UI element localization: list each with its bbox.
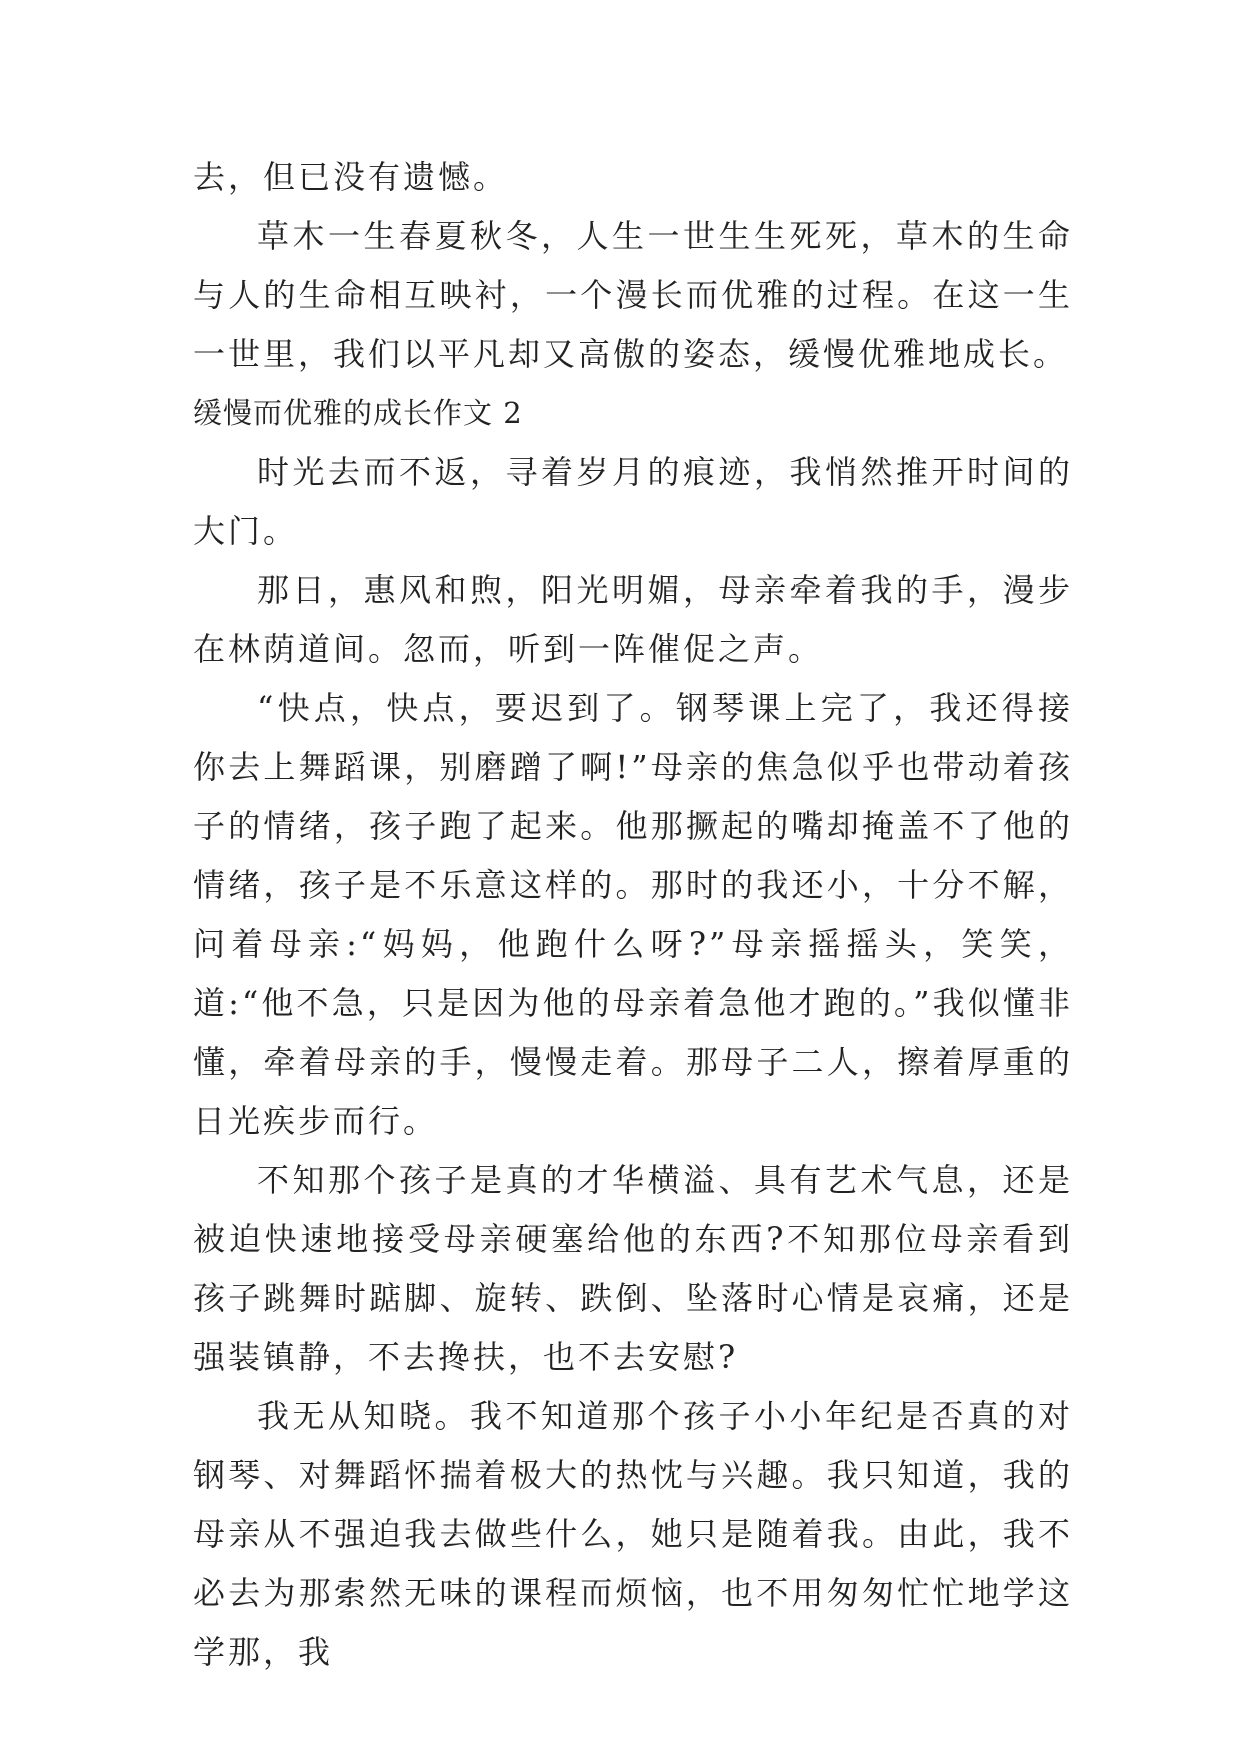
document-page	[193, 148, 1073, 1682]
paragraph: 草木一生春夏秋冬，人生一世生生死死，草木的生命与人的生命相互映衬，一个漫长而优雅的过程。在这一生一世里，我们以平凡却又高傲的姿态，缓慢优雅地成长。	[193, 217, 1073, 373]
paragraph: 那日，惠风和煦，阳光明媚，母亲牵着我的手，漫步在林荫道间。忽而，听到一阵催促之声。	[193, 571, 1073, 668]
paragraph-continuation: 去，但已没有遗憾。	[193, 158, 509, 196]
paragraph: 我无从知晓。我不知道那个孩子小小年纪是否真的对钢琴、对舞蹈怀揣着极大的热忱与兴趣。我只知道，我的母亲从不强迫我去做些什么，她只是随着我。由此，我不必去为那索然无味的课程而烦恼，也不用匆匆忙忙地学这学那，我	[193, 1397, 1073, 1671]
paragraph: “快点，快点，要迟到了。钢琴课上完了，我还得接你去上舞蹈课，别磨蹭了啊!”母亲的焦急似乎也带动着孩子的情绪，孩子跑了起来。他那撅起的嘴却掩盖不了他的情绪，孩子是不乐意这样的。那时的我还小，十分不解，问着母亲:“妈妈，他跑什么呀?”母亲摇摇头，笑笑，道:“他不急，只是因为他的母亲着急他才跑的。”我似懂非懂，牵着母亲的手，慢慢走着。那母子二人，擦着厚重的日光疾步而行。	[193, 689, 1073, 1140]
section-heading: 缓慢而优雅的成长作文 2	[193, 396, 523, 430]
paragraph: 时光去而不返，寻着岁月的痕迹，我悄然推开时间的大门。	[193, 453, 1073, 550]
paragraph: 不知那个孩子是真的才华横溢、具有艺术气息，还是被迫快速地接受母亲硬塞给他的东西?不知那位母亲看到孩子跳舞时踮脚、旋转、跌倒、坠落时心情是哀痛，还是强装镇静，不去搀扶，也不去安慰?	[193, 1161, 1073, 1376]
